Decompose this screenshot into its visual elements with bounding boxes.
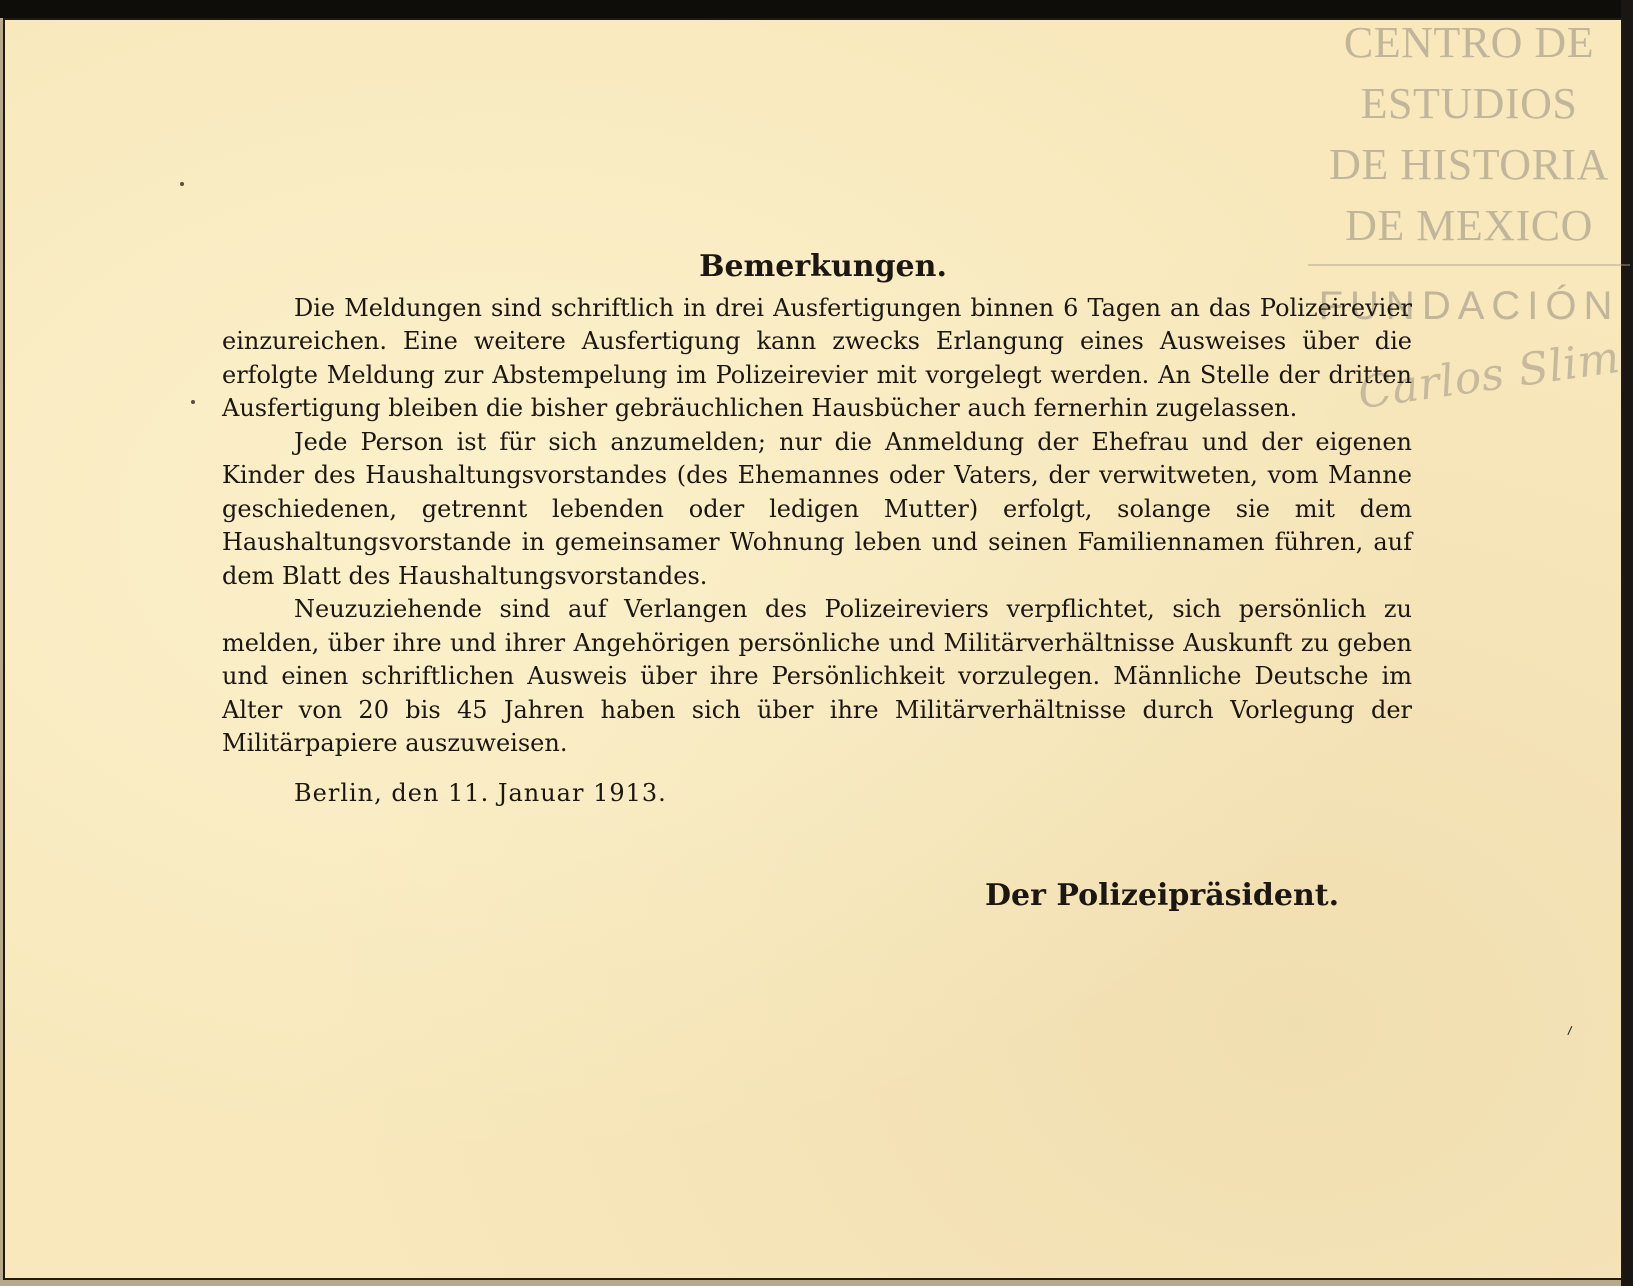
watermark-foundation: FUNDACIÓN [1318, 284, 1620, 328]
paper-speck [180, 182, 184, 186]
document-body [222, 250, 1412, 810]
paper-speck [191, 400, 195, 404]
watermark-signature: Carlos Slim [1354, 331, 1624, 420]
document-heading: Bemerkungen. [699, 249, 947, 284]
paragraph-registration: Die Meldungen sind schriftlich in drei Ausfertigungen binnen 6 Tagen an das Polizeirevier einzureichen. Eine weitere Ausfertigung kann zwecks Erlangung eines Ausweises über die erfolgte Meldung zur Abstempelung im Polizeirevier mit vorgelegt werden. An Stelle der dritten Ausfertigung bleiben die bisher gebräuchlichen Hausbücher auch fernerhin zugelassen. [222, 293, 1412, 422]
watermark-line: DE HISTORIA [1329, 140, 1609, 189]
watermark-line: CENTRO DE [1343, 18, 1595, 67]
signatory: Der Polizeipräsident. [985, 878, 1340, 913]
paragraph-newcomers: Neuzuziehende sind auf Verlangen des Polizeireviers verpflichtet, sich persönlich zu melden, über ihre und ihrer Angehörigen persönliche und Militärverhältnisse Auskunft zu geben und einen schriftlichen Ausweis über ihre Persönlichkeit vorzulegen. Männliche Deutsche im Alter von 20 bis 45 Jahren haben sich über ihre Militärverhältnisse durch Vorlegung der Militärpapiere auszuweisen. [222, 595, 1412, 757]
paragraph-household: Jede Person ist für sich anzumelden; nur die Anmeldung der Ehefrau und der eigenen Kinder des Haushaltungsvorstandes (des Ehemannes oder Vaters, der verwitweten, vom Manne geschiedenen, getrennt lebenden oder ledigen Mutter) erfolgt, solange sie mit dem Haushaltungsvorstande in gemeinsamer Wohnung leben und seinen Familiennamen führen, auf dem Blatt des Haushaltungsvorstandes. [222, 427, 1412, 590]
pencil-mark: ⸝ [1559, 1012, 1577, 1039]
watermark-line: DE MEXICO [1345, 201, 1593, 250]
dateline: Berlin, den 11. Januar 1913. [294, 778, 667, 807]
watermark-line: ESTUDIOS [1360, 79, 1578, 128]
